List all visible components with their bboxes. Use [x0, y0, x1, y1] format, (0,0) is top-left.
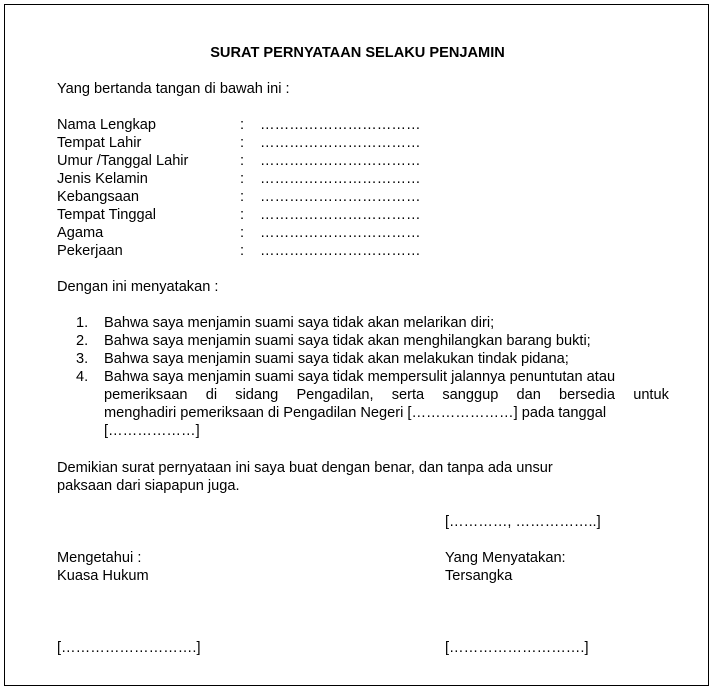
field-label-tempat-lahir: Tempat Lahir: [57, 135, 142, 151]
intro-text: Yang bertanda tangan di bawah ini :: [57, 81, 290, 97]
field-value-nama: ……………………………: [260, 117, 421, 133]
word: sidang: [235, 387, 279, 403]
field-label-agama: Agama: [57, 225, 104, 241]
right-sign-role: Tersangka: [445, 568, 513, 584]
word: Pengadilan,: [296, 387, 374, 403]
document-title: SURAT PERNYATAAN SELAKU PENJAMIN: [210, 45, 505, 61]
right-sign-name: [……………………….]: [445, 640, 589, 656]
field-colon: :: [240, 243, 245, 259]
field-value-kebangsaan: ……………………………: [260, 189, 421, 205]
right-sign-heading: Yang Menyatakan:: [445, 550, 566, 566]
list-number: 2.: [76, 333, 89, 349]
list-number: 3.: [76, 351, 89, 367]
field-value-umur: ……………………………: [260, 153, 421, 169]
closing-line-2: paksaan dari siapapun juga.: [57, 478, 240, 494]
statement-intro: Dengan ini menyatakan :: [57, 279, 219, 295]
field-colon: :: [240, 189, 245, 205]
list-number: 1.: [76, 315, 89, 331]
field-colon: :: [240, 153, 245, 169]
field-label-tempat-tinggal: Tempat Tinggal: [57, 207, 156, 223]
list-item-text: Bahwa saya menjamin suami saya tidak akan melarikan diri;: [104, 315, 495, 331]
word: di: [205, 387, 218, 403]
word: untuk: [633, 387, 669, 403]
list-item-text: [………………]: [104, 423, 200, 439]
left-sign-heading: Mengetahui :: [57, 550, 142, 566]
field-label-umur: Umur /Tanggal Lahir: [57, 153, 189, 169]
field-label-kebangsaan: Kebangsaan: [57, 189, 139, 205]
field-colon: :: [240, 135, 245, 151]
field-value-jenis-kelamin: ……………………………: [260, 171, 421, 187]
field-colon: :: [240, 117, 245, 133]
word: pemeriksaan: [104, 387, 188, 403]
closing-line-1: Demikian surat pernyataan ini saya buat dengan benar, dan tanpa ada unsur: [57, 460, 553, 476]
list-item-text: Bahwa saya menjamin suami saya tidak akan menghilangkan barang bukti;: [104, 333, 591, 349]
word: serta: [391, 387, 425, 403]
word: sanggup: [442, 387, 499, 403]
field-colon: :: [240, 225, 245, 241]
field-value-tempat-lahir: ……………………………: [260, 135, 421, 151]
field-label-jenis-kelamin: Jenis Kelamin: [57, 171, 148, 187]
place-date: […………, ……………..]: [445, 514, 601, 530]
field-value-pekerjaan: ……………………………: [260, 243, 421, 259]
left-sign-name: [……………………….]: [57, 640, 201, 656]
field-colon: :: [240, 207, 245, 223]
word: bersedia: [559, 387, 616, 403]
list-item-text-justified: [104, 386, 669, 404]
list-number: 4.: [76, 369, 89, 385]
field-label-pekerjaan: Pekerjaan: [57, 243, 123, 259]
field-value-agama: ……………………………: [260, 225, 421, 241]
list-item-text: menghadiri pemeriksaan di Pengadilan Negeri […………………] pada tanggal: [104, 405, 607, 421]
field-value-tempat-tinggal: ……………………………: [260, 207, 421, 223]
list-item-text: Bahwa saya menjamin suami saya tidak akan melakukan tindak pidana;: [104, 351, 569, 367]
field-label-nama: Nama Lengkap: [57, 117, 156, 133]
list-item-text: Bahwa saya menjamin suami saya tidak mempersulit jalannya penuntutan atau: [104, 369, 616, 385]
field-colon: :: [240, 171, 245, 187]
left-sign-role: Kuasa Hukum: [57, 568, 149, 584]
word: dan: [516, 387, 541, 403]
